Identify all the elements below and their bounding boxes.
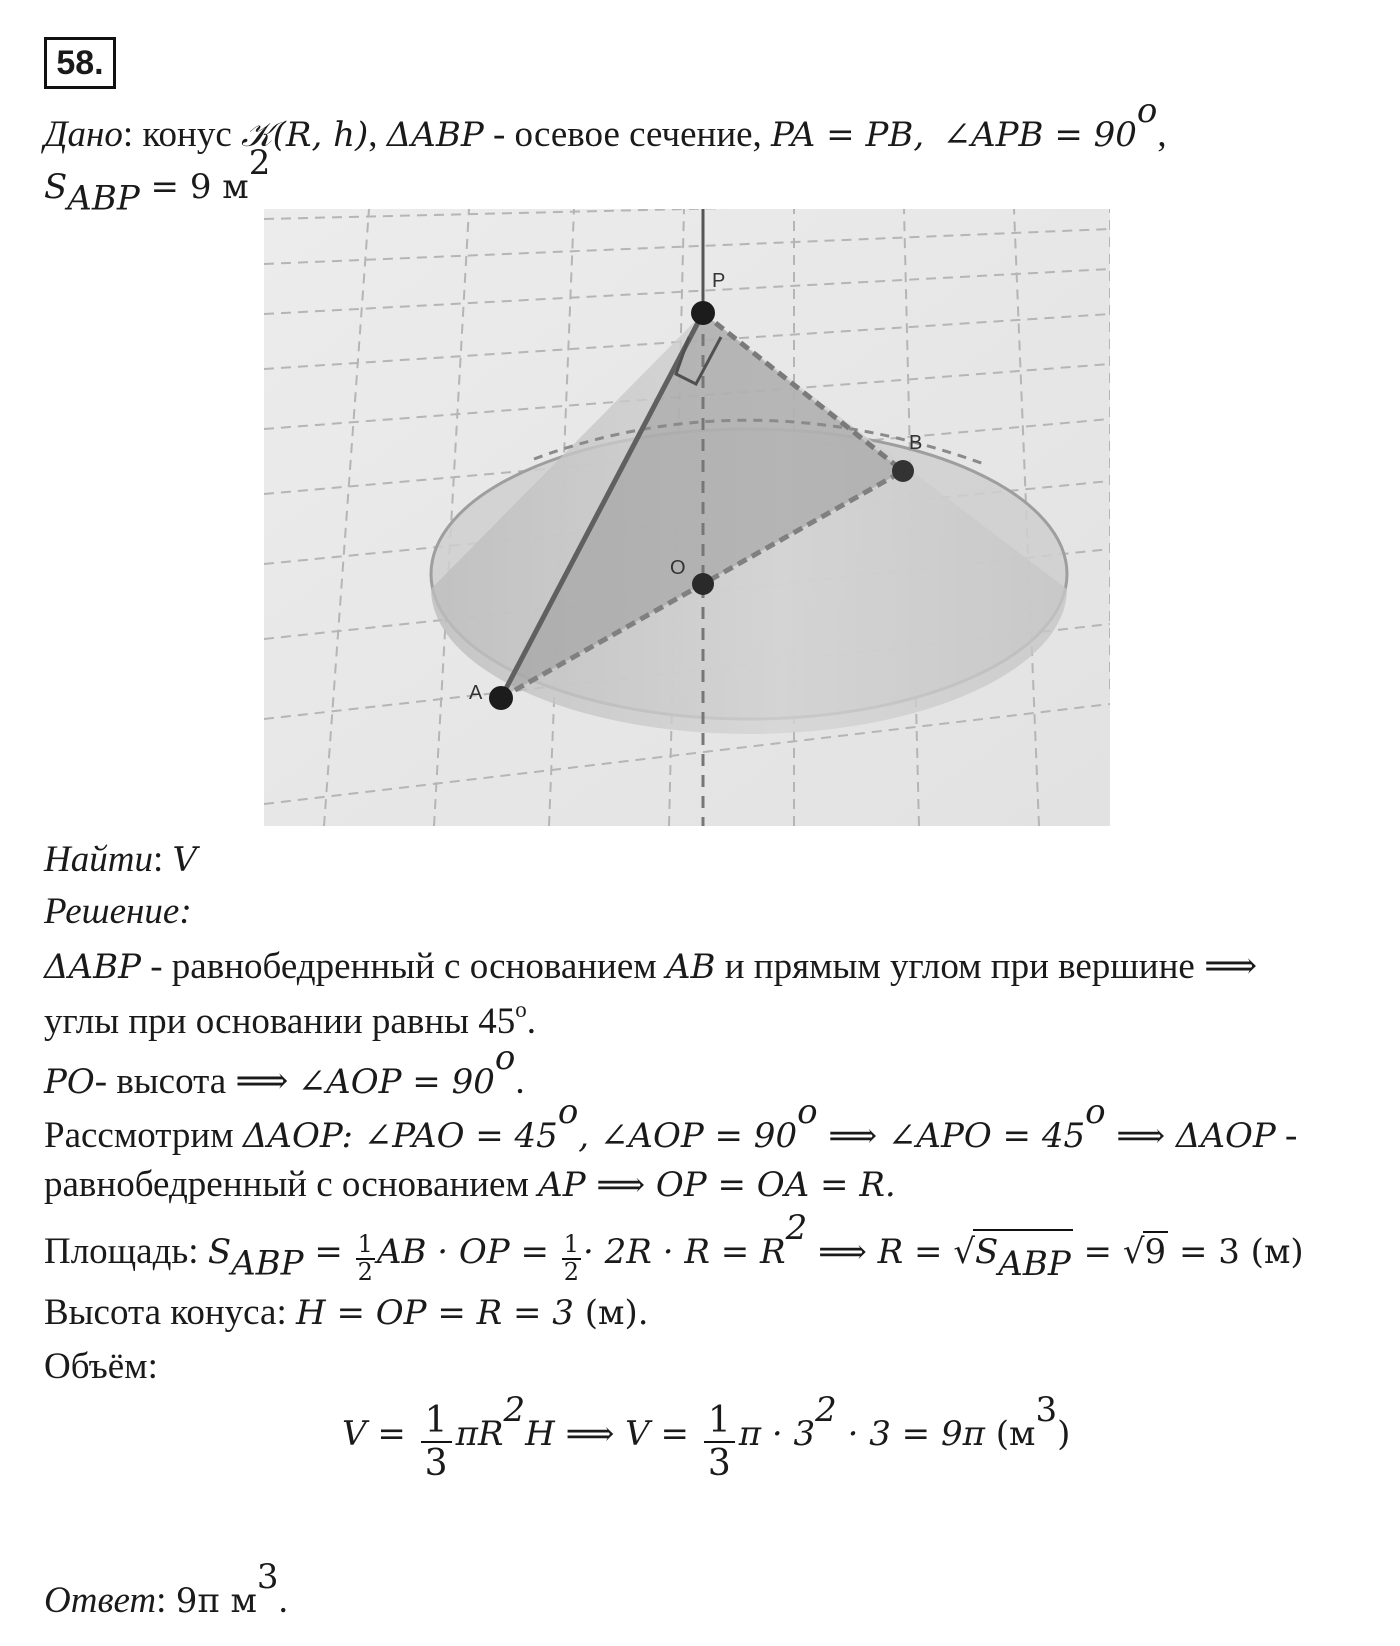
sol-l4-m2: , ∠AOP = 90 (578, 1115, 798, 1156)
formula-mid2: H ⟹ V = (525, 1413, 700, 1454)
sol-l2-sup: o (515, 996, 527, 1022)
answer-line: Ответ: 9π $м^3$. (44, 1557, 288, 1621)
formula-v: V = (342, 1413, 417, 1454)
answer-value: 9π м (175, 1580, 257, 1621)
sol-l6-m2: · 2R · R = R (583, 1231, 786, 1272)
sol-l4-dash: - (1275, 1114, 1298, 1156)
solution-line-5 (44, 1166, 896, 1203)
point-o (692, 573, 714, 595)
formula-unit-close: ) (1057, 1413, 1071, 1454)
label-b: B (909, 432, 923, 454)
angle-aop: ∠AOP = 90 (297, 1061, 495, 1102)
formula-sup2: 2 (815, 1390, 837, 1430)
label-o: O (670, 557, 686, 579)
fraction-half-1: $\frac{1}{2}$ (357, 1230, 373, 1286)
triangle-abp: ΔABP (44, 947, 141, 987)
sol-l6-m1: AB · OP = (376, 1231, 560, 1272)
sol-l3-sup: o (494, 1038, 516, 1078)
answer-sup: 3 (256, 1557, 279, 1597)
given-cone-text: конус (142, 113, 232, 155)
cone-diagram (264, 209, 1110, 826)
given-section-text: - осевое сечение, (483, 113, 772, 155)
sol-l6-sub: ABP (231, 1243, 304, 1284)
solution-label: Решение (44, 891, 180, 932)
sqrt-s-abp: $S_{ABP}$ (973, 1229, 1073, 1281)
solution-line-4 (44, 1092, 1298, 1156)
given-area-sub: ABP (67, 178, 140, 219)
point-b (892, 460, 914, 482)
solution-line-1 (44, 948, 1257, 985)
segment-po: PO (44, 1061, 95, 1102)
formula-unit-sup: 3 (1035, 1390, 1058, 1430)
given-label: Дано (44, 113, 123, 155)
problem-number: 58. (44, 37, 116, 89)
find-label: Найти (44, 839, 153, 880)
sol-l5-text: равнобедренный с основанием (44, 1164, 539, 1205)
point-a (489, 686, 513, 710)
fraction-third-1: $\frac{1}{3}$ (421, 1400, 452, 1485)
answer-label: Ответ (44, 1579, 157, 1621)
formula-mid: πR (455, 1413, 504, 1454)
segment-ab: AB (665, 947, 716, 987)
sol-l7-math: H = OP = R = 3 (296, 1293, 574, 1333)
sol-l6-m4: = (1072, 1231, 1123, 1272)
solution-line-7 (44, 1294, 649, 1331)
find-line: Найти: V (44, 839, 198, 880)
formula-sup1: 2 (503, 1390, 526, 1430)
formula-unit: (м (984, 1413, 1036, 1454)
sol-l8-text: Объём: (44, 1346, 158, 1387)
sol-l4-sup2: o (797, 1092, 818, 1132)
given-area-value: = 9 м (139, 166, 249, 207)
sol-l6-text: Площадь: (44, 1230, 208, 1272)
sol-l5-math: AP ⟹ OP = OA = R. (538, 1165, 896, 1205)
sol-l7-text: Высота конуса: (44, 1292, 296, 1333)
given-cone-symbol: 𝒦(R, h) (241, 114, 369, 155)
fraction-third-2: $\frac{1}{3}$ (704, 1400, 735, 1485)
sol-l4-m1: ΔAOP: ∠PAO = 45 (242, 1115, 558, 1156)
solution-line-2: углы при основании равны 45$^o$. (44, 996, 536, 1042)
label-p: P (712, 270, 726, 292)
solution-line-3: PO- высота ⟹ ∠AOP = $90^o$. (44, 1038, 525, 1102)
given-section: ΔABP (386, 114, 484, 155)
sol-l6-s: S (207, 1231, 232, 1272)
solution-label-line: Решение: (44, 891, 192, 932)
sol-l7-unit: (м). (573, 1293, 649, 1333)
sol-l1-text: - равнобедренный с основанием (140, 946, 666, 987)
sqrt-nine: 9 (1144, 1231, 1167, 1272)
sol-l6-m3: ⟹ R = (807, 1231, 954, 1272)
label-a: A (469, 682, 483, 704)
sol-l1-text2: и прямым углом при вершине ⟹ (715, 946, 1258, 987)
given-angle: ∠APB = 90 (942, 114, 1137, 155)
given-area-s: S (44, 166, 68, 207)
answer-end: . (278, 1579, 288, 1621)
cone-figure (264, 209, 1110, 826)
given-pa-pb: PA = PB, (771, 114, 925, 155)
volume-formula (342, 1390, 1071, 1485)
sol-l3-text: - высота ⟹ (94, 1060, 298, 1102)
formula-end: π · 3 (738, 1413, 816, 1454)
sol-l4-sup1: o (557, 1092, 579, 1132)
sol-l4-sup3: o (1085, 1092, 1106, 1132)
solution-line-8 (44, 1348, 158, 1385)
point-p (691, 301, 715, 325)
sol-l4-m3: ⟹ ∠APO = 45 (817, 1115, 1086, 1156)
sol-l4-m4: ⟹ ΔAOP (1105, 1115, 1276, 1156)
formula-end2: · 3 = 9π (836, 1413, 985, 1454)
sol-l6-sup: 2 (785, 1208, 808, 1248)
sol-l4-text: Рассмотрим (44, 1114, 243, 1156)
sol-l6-m5: = 3 (м) (1168, 1231, 1304, 1272)
solution-line-6: Площадь: $S_{ABP}$ = $\frac{1}{2}$ AB · OP = $\frac{1}{2}$ · $2R \cdot R = R^2$ ⟹ $R = √S_{ABP} = √9 = 3$ (м) (44, 1208, 1304, 1286)
given-line-1: Дано: конус 𝒦(R, h), ΔABP - осевое сечение, PA = PB, ∠APB = $90^o$, (44, 91, 1167, 155)
given-area-sup: 2 (248, 143, 271, 183)
given-angle-sup: o (1136, 91, 1158, 131)
fraction-half-2: $\frac{1}{2}$ (563, 1230, 580, 1286)
given-line-2 (44, 143, 271, 219)
find-value: V (172, 840, 198, 880)
sol-l2-text: углы при основании равны 45 (44, 1001, 516, 1042)
